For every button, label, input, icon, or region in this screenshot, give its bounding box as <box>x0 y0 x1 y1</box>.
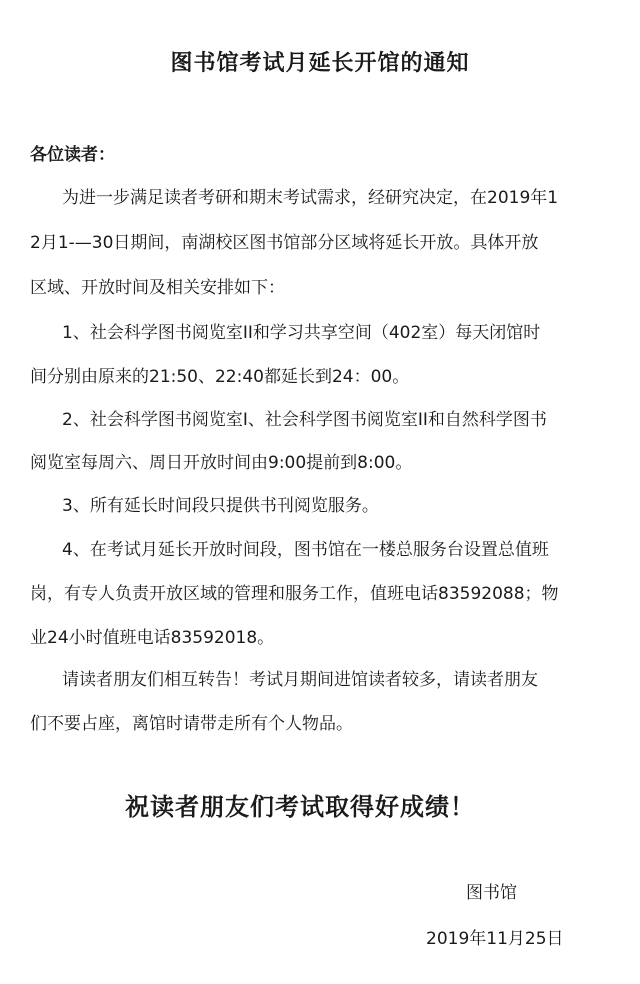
item1-line-1: 1、社会科学图书阅览室II和学习共享空间（402室）每天闭馆时 <box>62 323 541 343</box>
item4-line-1: 4、在考试月延长开放时间段，图书馆在一楼总服务台设置总值班 <box>62 540 549 560</box>
signature-org: 图书馆 <box>466 883 517 903</box>
signature-date: 2019年11月25日 <box>426 929 564 949</box>
intro-line-1: 为进一步满足读者考研和期末考试需求，经研究决定，在2019年1 <box>62 188 559 208</box>
item2-line-2: 阅览室每周六、周日开放时间由9:00提前到8:00。 <box>30 453 413 473</box>
salutation: 各位读者： <box>30 145 115 165</box>
item4-line-2: 岗，有专人负责开放区域的管理和服务工作，值班电话83592088；物 <box>30 584 559 604</box>
intro-line-2: 2月1-—30日期间，南湖校区图书馆部分区域将延长开放。具体开放 <box>30 233 539 253</box>
intro-line-3: 区域、开放时间及相关安排如下： <box>30 278 285 298</box>
notice-title: 图书馆考试月延长开馆的通知 <box>170 51 470 76</box>
item4-line-3: 业24小时值班电话83592018。 <box>30 628 275 648</box>
closing-wish: 祝读者朋友们考试取得好成绩！ <box>125 793 475 821</box>
reminder-line-1: 请读者朋友们相互转告！考试月期间进馆读者较多，请读者朋友 <box>62 670 538 690</box>
reminder-line-2: 们不要占座，离馆时请带走所有个人物品。 <box>30 714 353 734</box>
item1-line-2: 间分别由原来的21:50、22:40都延长到24：00。 <box>30 367 410 387</box>
item2-line-1: 2、社会科学图书阅览室I、社会科学图书阅览室II和自然科学图书 <box>62 410 547 430</box>
item3-line-1: 3、所有延长时间段只提供书刊阅览服务。 <box>62 496 379 516</box>
